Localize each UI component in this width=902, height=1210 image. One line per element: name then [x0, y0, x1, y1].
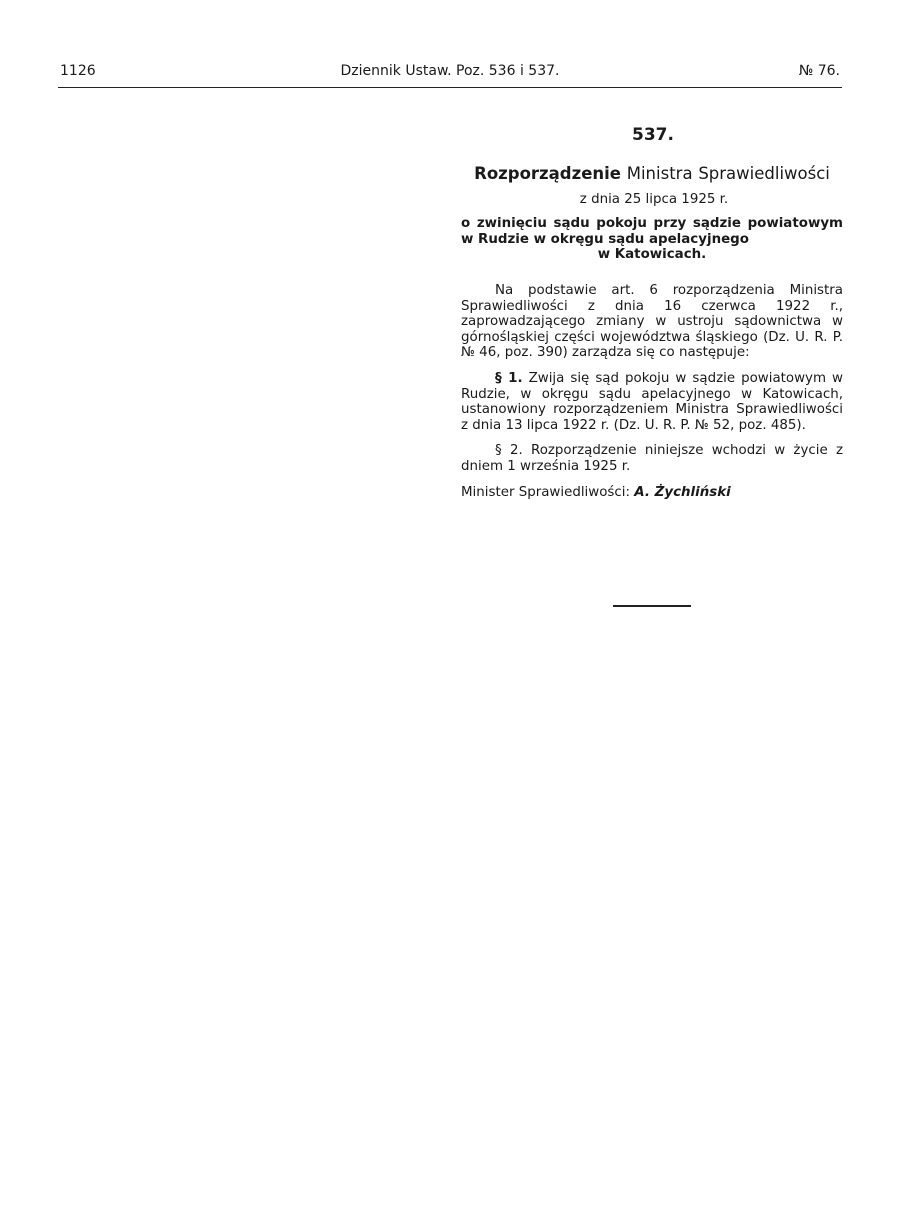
header-divider [58, 87, 842, 88]
act-date: z dnia 25 lipca 1925 r. [579, 191, 729, 207]
signature-line [461, 485, 843, 501]
act-title-middle: Ministra [626, 163, 693, 183]
journal-title: Dziennik Ustaw. Poz. 536 i 537. [340, 63, 560, 79]
act-column [461, 125, 843, 500]
act-subject-main: o zwinięciu sądu pokoju przy sądzie powiatowym w Rudzie w okręgu sądu apelacyjnego [461, 216, 843, 247]
act-subject-last: w Katowicach. [597, 247, 707, 263]
page-number: 1126 [60, 63, 96, 79]
section-1-text: Zwija się sąd pokoju w sądzie powiatowym w Rudzie, w okręgu sądu apelacyjnego w Katowicach, ustanowiony rozporządzeniem Ministra Sprawiedliwości z dnia 13 lipca 1922 r. (Dz. U. R. P. № 52, poz. 485). [461, 370, 843, 433]
section-2-text: Rozporządzenie niniejsze wchodzi w życie z dniem 1 września 1925 r. [461, 443, 843, 474]
section-1-label: § 1. [495, 370, 523, 386]
act-title-prefix: Rozporządzenie [474, 163, 621, 183]
act-subject [461, 216, 843, 263]
act-number: 537. [632, 125, 674, 145]
section-2 [461, 443, 843, 474]
preamble-paragraph: Na podstawie art. 6 rozporządzenia Ministra Sprawiedliwości z dnia 16 czerwca 1922 r., zaprowadzającego zmiany w ustroju sądownictwa w górnośląskiej części województwa śląskiego (Dz. U. R. P. № 46, poz. 390) zarządza się co następuje: [461, 282, 843, 361]
end-divider [613, 605, 691, 607]
page-header [58, 63, 842, 85]
signature-role: Minister Sprawiedliwości: [461, 484, 630, 500]
act-title-suffix: Sprawiedliwości [698, 163, 830, 183]
signature-name: A. Żychliński [634, 484, 731, 500]
section-1 [461, 371, 843, 433]
act-title [461, 164, 843, 184]
issue-number: № 76. [798, 63, 840, 79]
section-2-label: § 2. [495, 443, 523, 459]
